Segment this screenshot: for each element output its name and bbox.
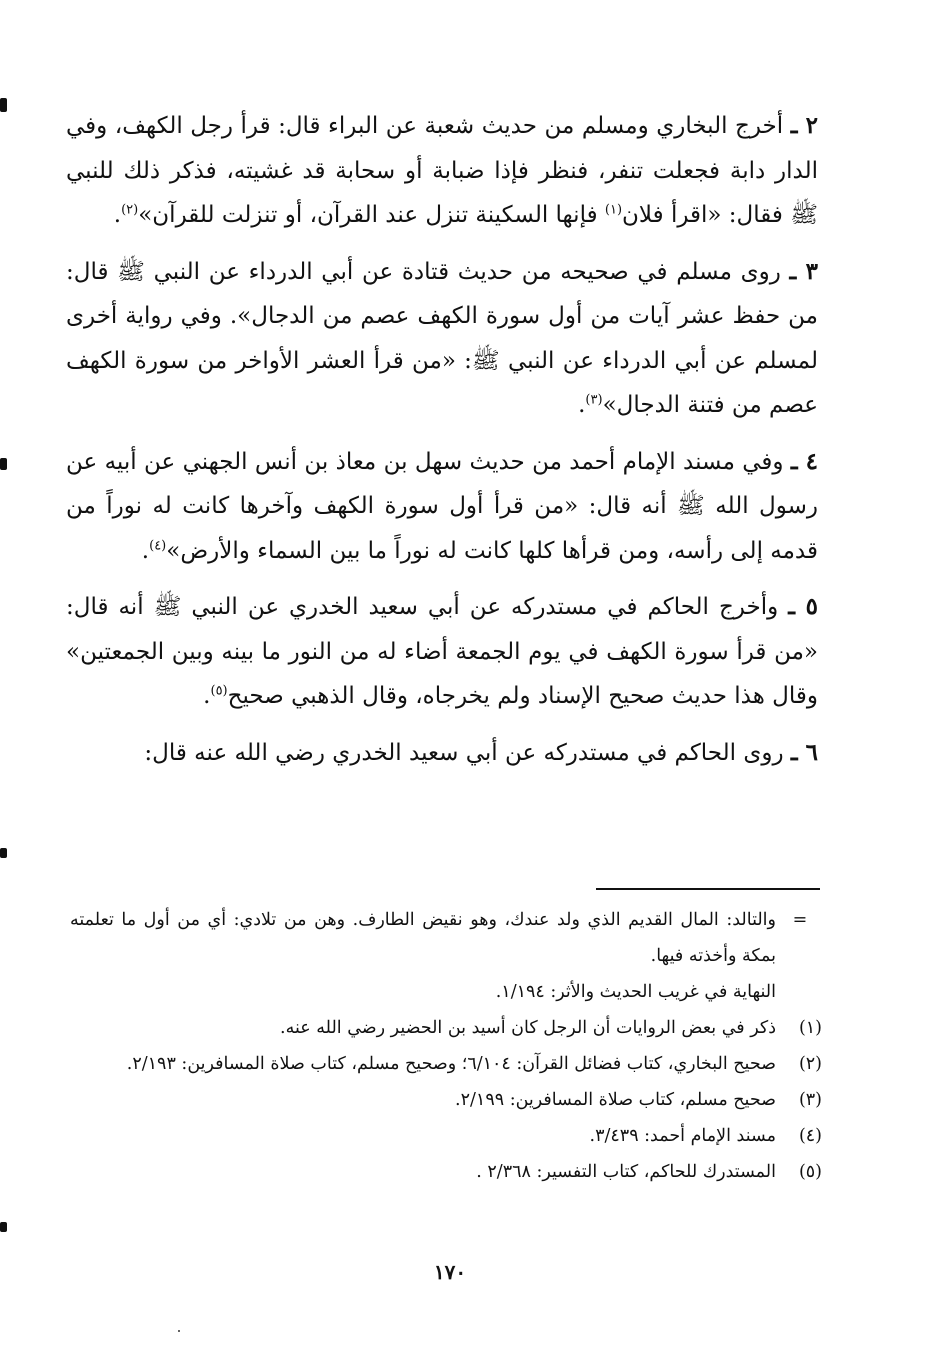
main-text	[66, 104, 818, 787]
continuation-source: النهاية في غريب الحديث والأثر: ١/١٩٤.	[495, 982, 776, 1002]
footnote-number: (٣)	[798, 1090, 822, 1110]
footnote-number: (٤)	[798, 1126, 822, 1146]
paragraph-3	[66, 250, 818, 428]
footnote-ref-4: (٤)	[149, 537, 167, 553]
paragraph-text: وفي مسند الإمام أحمد من حديث سهل بن معاذ بن أنس الجهني عن أبيه عن رسول الله ﷺ أنه قال: «من قرأ أول سورة الكهف وآخرها كانت له نوراً من قدمه إلى رأسه، ومن قرأها كلها كانت له نوراً ما بين السماء والأرض»	[66, 448, 818, 564]
paragraph-end: .	[141, 537, 150, 564]
scan-edge-mark	[0, 458, 7, 470]
paragraph-number: ٤ ـ	[790, 447, 819, 475]
paragraph-text: روى الحاكم في مستدركه عن أبي سعيد الخدري رضي الله عنه قال:	[144, 739, 784, 766]
continuation-text: والتالد: المال القديم الذي ولد عندك، وهو نقيض الطارف. وهن من تلادي: أي من أول ما تعلمته بمكة وأخذته فيها.	[70, 910, 776, 966]
footnote-text: صحيح البخاري، كتاب فضائل القرآن: ٦/١٠٤؛ وصحيح مسلم، كتاب صلاة المسافرين: ٢/١٩٣.	[126, 1054, 776, 1074]
paragraph-4	[66, 440, 818, 574]
paragraph-end: .	[203, 683, 211, 709]
footnote-ref-2: (٢)	[121, 202, 139, 218]
footnote-text: المستدرك للحاكم، كتاب التفسير: ٢/٣٦٨ .	[476, 1162, 776, 1182]
footnote-ref-3: (٣)	[585, 392, 603, 408]
footnote-number: (١)	[798, 1018, 822, 1038]
paragraph-number: ٢ ـ	[790, 112, 818, 139]
paragraph-text: أخرج البخاري ومسلم من حديث شعبة عن البراء قال: قرأ رجل الكهف، وفي الدار دابة فجعلت تنفر، فنظر فإذا ضبابة أو سحابة قد غشيته، فذكر ذلك للنبي ﷺ فقال: «اقرأ فلان	[66, 113, 818, 228]
paragraph-2	[66, 104, 818, 238]
paragraph-number: ٥ ـ	[788, 593, 818, 620]
paragraph-end: .	[578, 392, 586, 418]
footnote-2	[70, 1046, 822, 1082]
footnote-number: (٢)	[798, 1054, 822, 1074]
footnote-separator	[596, 888, 820, 890]
paragraph-number: ٦ ـ	[790, 738, 818, 766]
footnotes	[70, 902, 822, 1190]
footnote-text: مسند الإمام أحمد: ٣/٤٣٩.	[589, 1126, 776, 1146]
continuation-marker: =	[792, 910, 808, 930]
page-number: ١٧٠	[433, 1260, 467, 1284]
footnote-1	[70, 1010, 822, 1046]
footnote-5	[70, 1154, 822, 1190]
footnote-3	[70, 1082, 822, 1118]
footnote-text: ذكر في بعض الروايات أن الرجل كان أسيد بن الحضير رضي الله عنه.	[280, 1018, 776, 1038]
footnote-text: صحيح مسلم، كتاب صلاة المسافرين: ٢/١٩٩.	[455, 1090, 776, 1110]
footnote-number: (٥)	[798, 1162, 822, 1182]
paragraph-5	[66, 585, 818, 719]
scan-edge-mark	[0, 98, 7, 112]
scan-edge-mark	[0, 848, 7, 858]
footnote-ref-1: (١)	[604, 202, 623, 218]
footnote-ref-5: (٥)	[210, 683, 228, 699]
paragraph-text: وأخرج الحاكم في مستدركه عن أبي سعيد الخدري عن النبي ﷺ أنه قال: «من قرأ سورة الكهف في يوم الجمعة أضاء له من النور ما بينه وبين الجمعتين» وقال هذا حديث صحيح الإسناد ولم يخرجاه، وقال الذهبي صحيح	[66, 594, 818, 709]
paragraph-text-continued: فإنها السكينة تنزل عند القرآن، أو تنزلت للقرآن»	[138, 202, 605, 228]
footnote-continuation	[70, 902, 822, 1010]
paragraph-6	[66, 731, 818, 776]
paragraph-number: ٣ ـ	[789, 257, 818, 285]
scan-speck	[178, 1330, 180, 1332]
paragraph-end: .	[113, 202, 122, 228]
paragraph-text: روى مسلم في صحيحه من حديث قتادة عن أبي الدرداء عن النبي ﷺ قال: من حفظ عشر آيات من أول سورة الكهف عصم من الدجال». وفي رواية أخرى لمسلم عن أبي الدرداء عن النبي ﷺ: «من قرأ العشر الأواخر من سورة الكهف عصم من فتنة الدجال»	[66, 258, 818, 418]
footnote-4	[70, 1118, 822, 1154]
scan-edge-mark	[0, 1222, 7, 1232]
